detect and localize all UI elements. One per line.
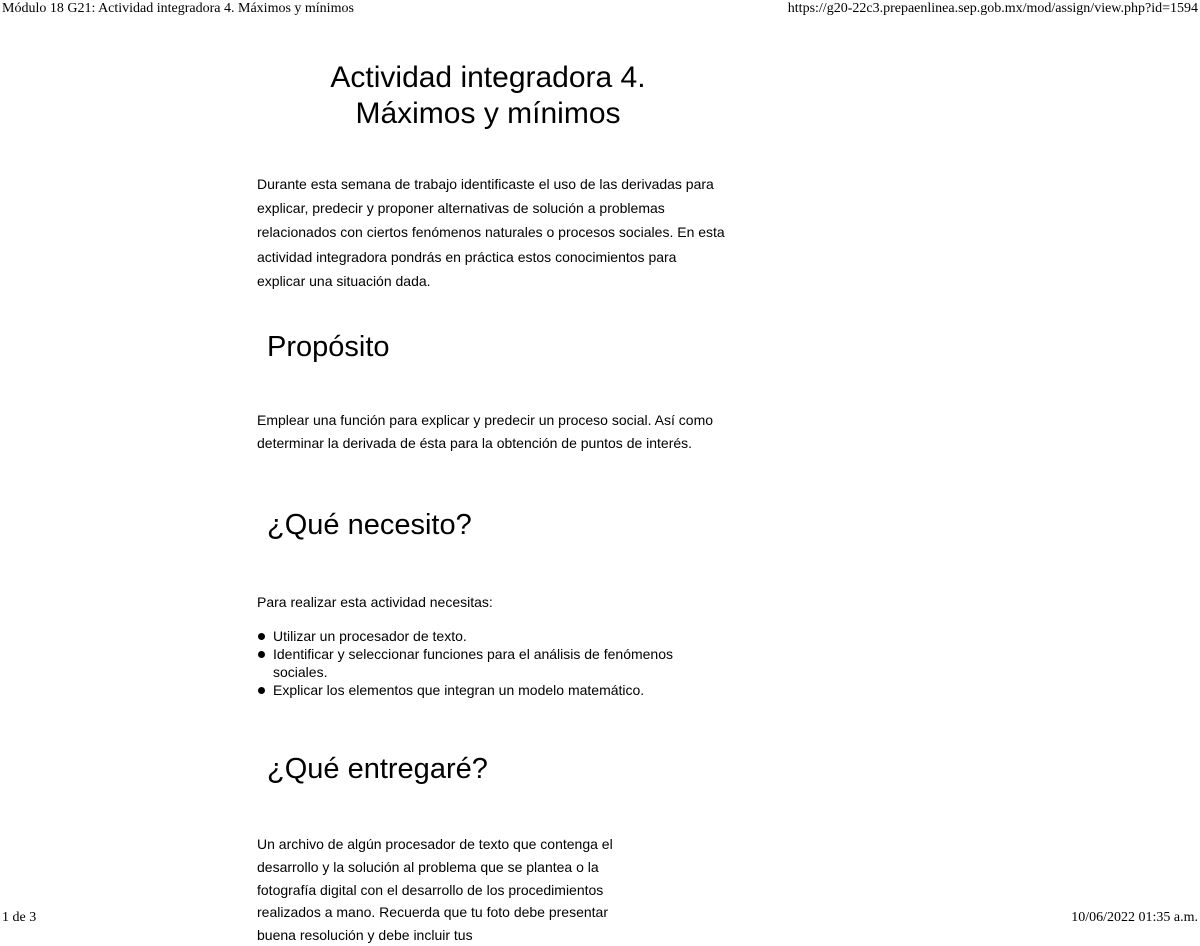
print-footer-page: 1 de 3 — [2, 910, 37, 925]
deliverable-heading: ¿Qué entregaré? — [267, 753, 488, 786]
needs-heading: ¿Qué necesito? — [267, 508, 472, 541]
list-item-text: Identificar y seleccionar funciones para el análisis de fenómenos sociales. — [273, 646, 674, 681]
intro-paragraph: Durante esta semana de trabajo identificaste el uso de las derivadas para explicar, predecir y proponer alternativas de solución a problemas relacionados con ciertos fenómenos naturales o procesos sociales. En esta actividad integradora pondrás en práctica estos conocimientos para explicar una situación dada. — [257, 176, 725, 289]
bullet-icon — [258, 633, 265, 640]
list-item — [257, 645, 727, 681]
document-title — [257, 60, 719, 132]
print-header-title: Módulo 18 G21: Actividad integradora 4. Máximos y mínimos — [2, 1, 354, 16]
list-item-text: Utilizar un procesador de texto. — [273, 628, 467, 645]
print-footer — [0, 910, 1200, 928]
purpose-paragraph: Emplear una función para explicar y predecir un proceso social. Así como determinar la derivada de ésta para la obtención de puntos de interés. — [257, 412, 714, 451]
print-header-url: https://g20-22c3.prepaenlinea.sep.gob.mx/mod/assign/view.php?id=1594 — [787, 1, 1198, 16]
deliverable-paragraph: Un archivo de algún procesador de texto que contenga el desarrollo y la solución al problema que se plantea o la fotografía digital con el desarrollo de los procedimientos realizados a mano. Recuerda que tu foto debe presentar buena resolución y debe incluir tus — [257, 836, 613, 943]
print-footer-datetime: 10/06/2022 01:35 a.m. — [1071, 910, 1198, 925]
needs-lead-paragraph: Para realizar esta actividad necesitas: — [257, 593, 493, 610]
print-header — [0, 1, 1200, 19]
bullet-icon — [258, 651, 265, 658]
bullet-icon — [258, 687, 265, 694]
list-item-text: Explicar los elementos que integran un modelo matemático. — [273, 682, 645, 699]
needs-list — [257, 627, 727, 699]
document-content — [257, 60, 727, 946]
purpose-heading: Propósito — [267, 331, 390, 364]
document-title-line-2: Máximos y mínimos — [355, 97, 621, 130]
document-title-line-1: Actividad integradora 4. — [330, 61, 646, 94]
list-item — [257, 681, 727, 699]
list-item — [257, 627, 727, 645]
